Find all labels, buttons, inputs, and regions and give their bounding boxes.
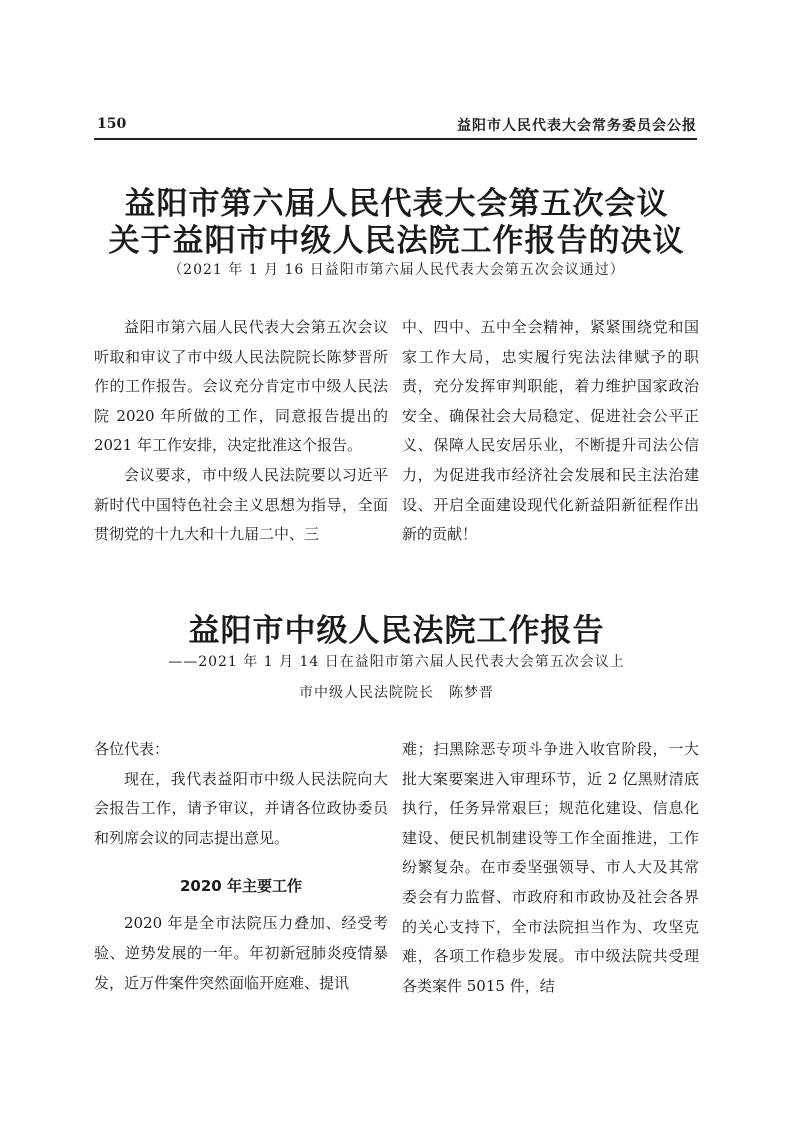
- report-section-paragraph-continued: 难；扫黑除恶专项斗争进入收官阶段，一大批大案要案进入审理环节，近 2 亿黑财清底执行，任务异常艰巨；规范化建设、信息化建设、便民机制建设等工作全面推进，工作纷繁复杂。在市委坚强领导、市人大及其常委会有力监督、市政府和市政协及社会各界的关心支持下，全市法院担当作为、攻坚克难，各项工作稳步发展。市中级法院共受理各类案件 5015 件，结: [402, 740, 699, 995]
- resolution-paragraph-2-continued: 中、四中、五中全会精神，紧紧围绕党和国家工作大局，忠实履行宪法法律赋予的职责，充分发挥审判职能，着力维护国家政治安全、确保社会大局稳定、促进社会公平正义、保障人民安居乐业，不断提升司法公信力，为促进我市经济社会发展和民主法治建设、开启全面建设现代化新益阳新征程作出新的贡献！: [402, 318, 699, 544]
- report-right-column: [402, 735, 699, 1001]
- journal-title: 益阳市人民代表大会常务委员会公报: [457, 118, 697, 134]
- page-header: [94, 112, 697, 140]
- report-intro-paragraph: 现在，我代表益阳市中级人民法院向大会报告工作，请予审议，并请各位政协委员和列席会议的同志提出意见。: [94, 769, 388, 847]
- section-heading: 2020 年主要工作: [180, 877, 302, 896]
- report-title: 益阳市中级人民法院工作报告: [188, 613, 605, 649]
- report-greeting: 各位代表：: [94, 740, 170, 758]
- report-speaker: 市中级人民法院院长 陈梦晋: [299, 685, 494, 701]
- report-subtitle: ——2021 年 1 月 14 日在益阳市第六届人民代表大会第五次会议上: [168, 654, 625, 670]
- report-section-paragraph: 2020 年是全市法院压力叠加、经受考验、逆势发展的一年。年初新冠肺炎疫情暴发，近万件案件突然面临开庭难、提讯: [94, 914, 388, 992]
- resolution-adopted-note: （2021 年 1 月 16 日益阳市第六届人民代表大会第五次会议通过）: [168, 262, 625, 278]
- resolution-right-column: [402, 313, 699, 550]
- resolution-paragraph-2: 会议要求，市中级人民法院要以习近平新时代中国特色社会主义思想为指导，全面贯彻党的十九大和十九届二中、三: [94, 465, 388, 544]
- resolution-paragraph-1: 益阳市第六届人民代表大会第五次会议听取和审议了市中级人民法院院长陈梦晋所作的工作报告。会议充分肯定市中级人民法院 2020 年所做的工作，同意报告提出的 2021 年工作安排，决定批准这个报告。: [94, 318, 388, 455]
- resolution-title-line2: 关于益阳市中级人民法院工作报告的决议: [108, 223, 685, 259]
- page-number: 150: [97, 116, 127, 132]
- resolution-left-column: [94, 313, 388, 550]
- resolution-title-line1: 益阳市第六届人民代表大会第五次会议: [124, 186, 669, 222]
- report-left-column: [94, 735, 388, 998]
